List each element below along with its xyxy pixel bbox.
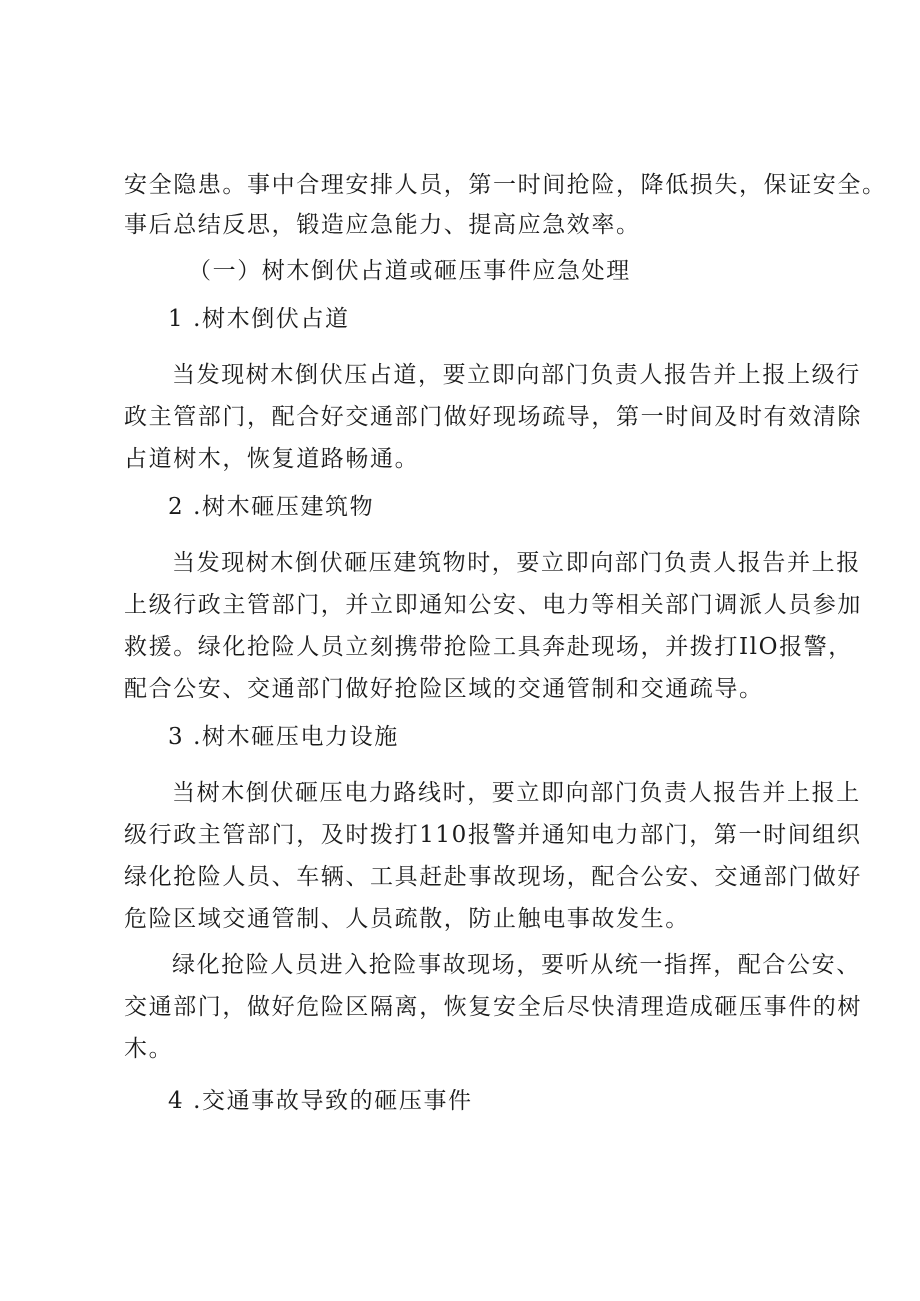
paragraph-line: 占道树木，恢复道路畅通。	[124, 446, 420, 472]
paragraph-line: 当树木倒伏砸压电力路线时，要立即向部门负责人报告并上报上	[172, 780, 861, 806]
paragraph-line: 安全隐患。事中合理安排人员，第一时间抢险，降低损失，保证安全。	[124, 172, 887, 198]
paragraph-line: 救援。绿化抢险人员立刻携带抢险工具奔赴现场，并拨打IlO报警，	[124, 634, 853, 660]
section-heading: （一）树木倒伏占道或砸压事件应急处理	[188, 258, 631, 284]
paragraph-line: 上级行政主管部门，并立即通知公安、电力等相关部门调派人员参加	[124, 592, 862, 618]
subsection-heading: 4 .交通事故导致的砸压事件	[168, 1088, 473, 1114]
subsection-heading: 3 .树木砸压电力设施	[168, 724, 399, 750]
paragraph-line: 级行政主管部门，及时拨打110报警并通知电力部门，第一时间组织	[124, 822, 862, 848]
paragraph-line: 危险区域交通管制、人员疏散，防止触电事故发生。	[124, 906, 690, 932]
paragraph-line: 当发现树木倒伏压占道，要立即向部门负责人报告并上报上级行	[172, 362, 861, 388]
subsection-heading: 1 .树木倒伏占道	[168, 306, 350, 332]
paragraph-line: 政主管部门，配合好交通部门做好现场疏导，第一时间及时有效清除	[124, 404, 862, 430]
paragraph-line: 配合公安、交通部门做好抢险区域的交通管制和交通疏导。	[124, 676, 764, 702]
paragraph-line: 交通部门，做好危险区隔离，恢复安全后尽快清理造成砸压事件的树	[124, 994, 862, 1020]
paragraph-line: 木。	[124, 1036, 174, 1062]
paragraph-line: 绿化抢险人员、车辆、工具赶赴事故现场，配合公安、交通部门做好	[124, 864, 862, 890]
paragraph-line: 绿化抢险人员进入抢险事故现场，要听从统一指挥，配合公安、	[172, 952, 861, 978]
paragraph-line: 事后总结反思，锻造应急能力、提高应急效率。	[124, 212, 641, 238]
subsection-heading: 2 .树木砸压建筑物	[168, 494, 375, 520]
paragraph-line: 当发现树木倒伏砸压建筑物时，要立即向部门负责人报告并上报	[172, 550, 861, 576]
